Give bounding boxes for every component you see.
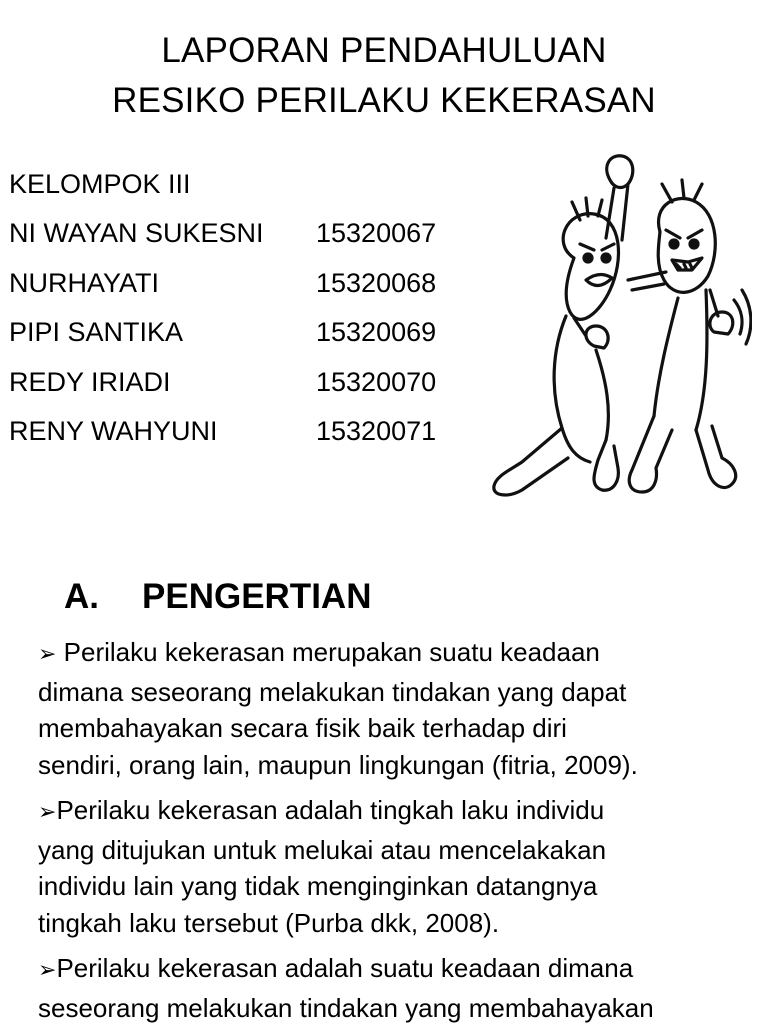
point-line: sendiri, orang lain, maupun lingkungan (fitria, 2009). bbox=[38, 749, 638, 780]
group-label: KELOMPOK III bbox=[9, 169, 191, 199]
member-name: NURHAYATI bbox=[9, 267, 160, 298]
point-text: Perilaku kekerasan adalah tingkah laku individu bbox=[56, 795, 605, 825]
title-line-1: LAPORAN PENDAHULUAN bbox=[161, 31, 607, 70]
section-letter: A. bbox=[64, 577, 99, 616]
group-member-list bbox=[9, 160, 436, 456]
section-heading bbox=[64, 575, 371, 619]
definition-list bbox=[38, 634, 738, 1024]
member-id: 15320071 bbox=[316, 416, 437, 447]
point-line bbox=[38, 634, 738, 674]
point-text: Perilaku kekerasan adalah suatu keadaan dimana bbox=[56, 953, 634, 983]
definition-point bbox=[38, 950, 738, 1024]
member-id: 15320069 bbox=[316, 317, 437, 348]
point-line: yang ditujukan untuk melukai atau mencelakakan bbox=[38, 834, 607, 865]
definition-point bbox=[38, 634, 738, 783]
member-row bbox=[9, 308, 436, 357]
member-id: 15320067 bbox=[316, 218, 437, 249]
fighting-figures-illustration bbox=[482, 140, 752, 515]
page-title bbox=[0, 26, 768, 126]
member-row bbox=[9, 259, 436, 308]
arrow-bullet-icon: ➢ bbox=[38, 958, 57, 983]
definition-point bbox=[38, 792, 738, 941]
point-line: membahayakan secara fisik baik terhadap diri bbox=[38, 713, 567, 743]
member-name: NI WAYAN SUKESNI bbox=[9, 218, 264, 249]
point-line bbox=[38, 792, 738, 832]
member-row bbox=[9, 358, 436, 407]
arrow-bullet-icon: ➢ bbox=[38, 642, 57, 667]
member-name: REDY IRIADI bbox=[9, 366, 171, 397]
member-name: PIPI SANTIKA bbox=[9, 317, 184, 348]
member-name: RENY WAHYUNI bbox=[9, 416, 218, 447]
point-line: individu lain yang tidak menginginkan datangnya bbox=[38, 871, 598, 901]
member-row bbox=[9, 407, 436, 456]
point-line: seseorang melakukan tindakan yang membahayakan bbox=[38, 992, 654, 1023]
member-id: 15320070 bbox=[316, 366, 437, 397]
section-title: PENGERTIAN bbox=[142, 577, 372, 616]
point-line: dimana seseorang melakukan tindakan yang dapat bbox=[38, 676, 627, 707]
member-row bbox=[9, 209, 436, 258]
point-line bbox=[38, 950, 738, 990]
point-text: Perilaku kekerasan merupakan suatu keadaan bbox=[56, 637, 600, 667]
arrow-bullet-icon: ➢ bbox=[38, 800, 57, 825]
point-line: tingkah laku tersebut (Purba dkk, 2008). bbox=[38, 907, 500, 938]
member-id: 15320068 bbox=[316, 267, 437, 298]
title-line-2: RESIKO PERILAKU KEKERASAN bbox=[112, 81, 656, 120]
